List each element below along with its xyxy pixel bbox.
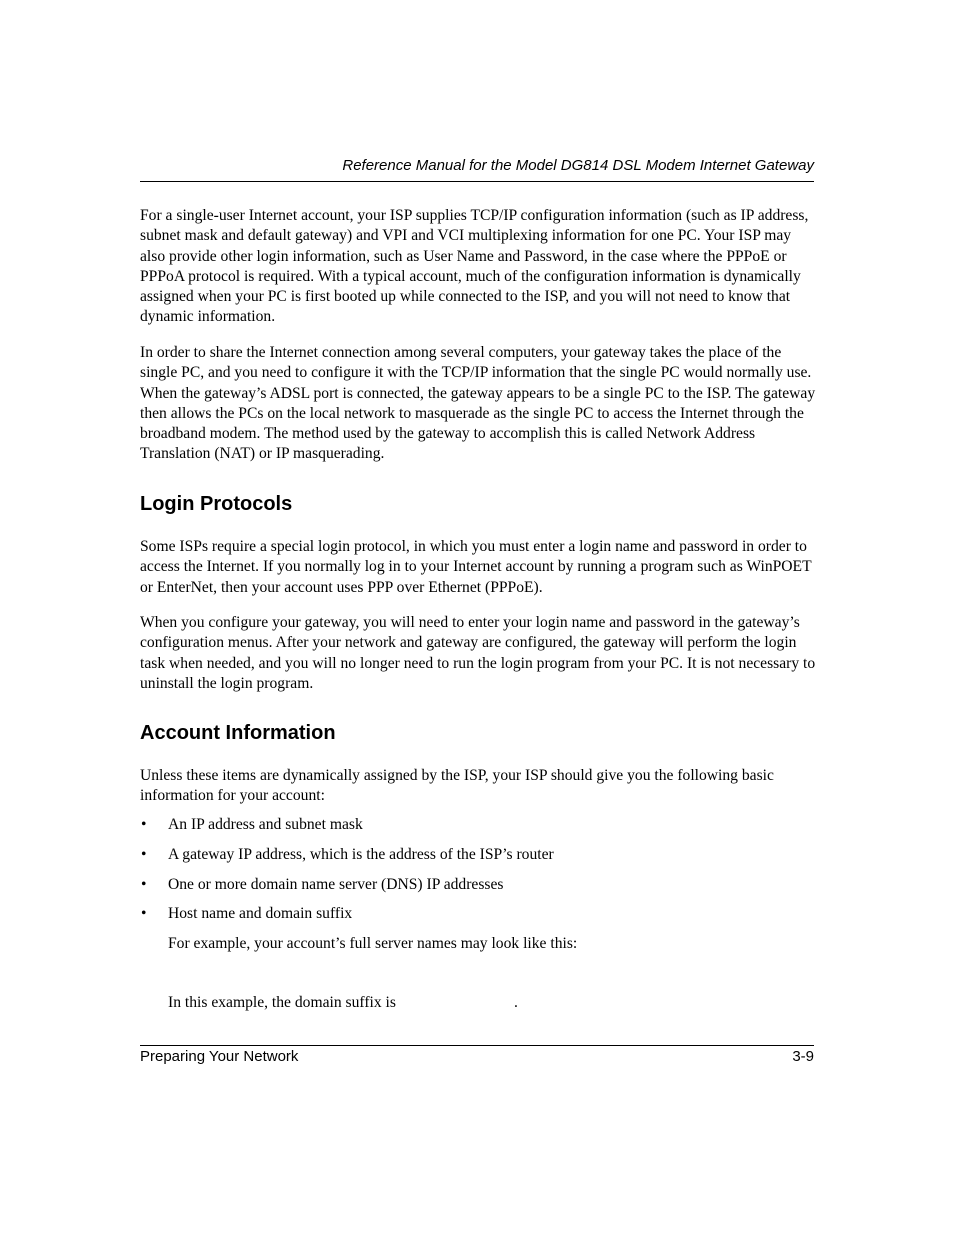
domain-suffix-period: . xyxy=(514,994,518,1011)
bullet-marker: • xyxy=(141,846,147,863)
footer-divider xyxy=(140,1045,814,1046)
list-item-text: A gateway IP address, which is the address of the ISP’s router xyxy=(168,846,554,863)
bullet-marker: • xyxy=(141,816,147,833)
account-intro-paragraph: Unless these items are dynamically assigned by the ISP, your ISP should give you the following basic information for your account: xyxy=(140,767,774,805)
bullet-marker: • xyxy=(141,905,147,922)
server-names-example-text: For example, your account’s full server names may look like this: xyxy=(168,935,578,952)
header-divider xyxy=(140,181,814,182)
domain-suffix-text: In this example, the domain suffix is xyxy=(168,994,396,1011)
login-paragraph-2: When you configure your gateway, you will need to enter your login name and password in the gateway’s configuration menus. After your network and gateway are configured, the gateway will perform the login task when needed, and you will no longer need to run the login program from your PC. It is not necessary to uninstall the login program. xyxy=(140,614,816,692)
list-item-text: One or more domain name server (DNS) IP addresses xyxy=(168,876,504,893)
bullet-marker: • xyxy=(141,876,147,893)
login-paragraph-1: Some ISPs require a special login protocol, in which you must enter a login name and password in order to access the Internet. If you normally log in to your Internet account by running a program such as WinPOET or EnterNet, then your account uses PPP over Ethernet (PPPoE). xyxy=(140,538,812,596)
intro-paragraph-2: In order to share the Internet connection among several computers, your gateway takes the place of the single PC, and you need to configure it with the TCP/IP information that the single PC would normally use. When the gateway’s ADSL port is connected, the gateway appears to be a single PC to the ISP. The gateway then allows the PCs on the local network to masquerade as the single PC to access the Internet through the broadband modem. The method used by the gateway to accomplish this is called Network Address Translation (NAT) or IP masquerading. xyxy=(140,344,816,463)
list-item-text: Host name and domain suffix xyxy=(168,905,353,922)
running-header: Reference Manual for the Model DG814 DSL Modem Internet Gateway xyxy=(342,157,814,174)
intro-paragraph-1: For a single-user Internet account, your ISP supplies TCP/IP configuration information (such as IP address, subnet mask and default gateway) and VPI and VCI multiplexing information for one PC. Your ISP may also provide other login information, such as User Name and Password, in the case where the PPPoE or PPPoA protocol is required. With a typical account, much of the configuration information is dynamically assigned when your PC is first booted up while connected to the ISP, and you will not need to know that dynamic information. xyxy=(140,207,809,326)
footer-chapter-title: Preparing Your Network xyxy=(140,1048,299,1065)
login-protocols-heading: Login Protocols xyxy=(140,493,293,515)
list-item-text: An IP address and subnet mask xyxy=(168,816,363,833)
page-number: 3-9 xyxy=(792,1048,814,1065)
account-information-heading: Account Information xyxy=(140,722,336,744)
